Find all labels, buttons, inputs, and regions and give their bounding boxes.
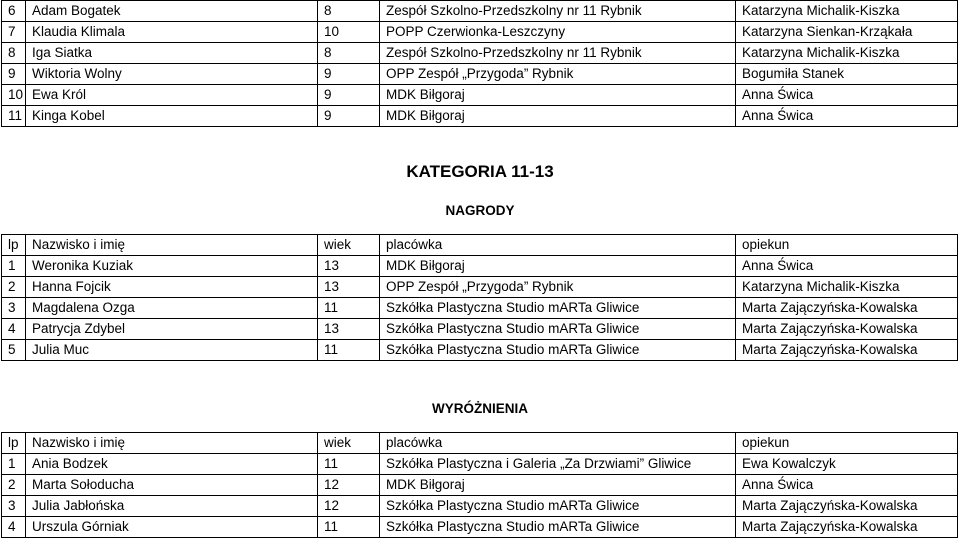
age-cell: 9 — [318, 106, 380, 127]
age-cell: 13 — [318, 256, 380, 277]
table-row — [2, 277, 958, 298]
column-header: placówka — [380, 433, 736, 454]
name-cell: Urszula Górniak — [26, 517, 318, 538]
institution-cell: Zespół Szkolno-Przedszkolny nr 11 Rybnik — [380, 43, 736, 64]
lp-cell: 1 — [2, 256, 26, 277]
name-cell: Magdalena Ozga — [26, 298, 318, 319]
name-cell: Iga Siatka — [26, 43, 318, 64]
lp-cell: 3 — [2, 496, 26, 517]
name-cell: Weronika Kuziak — [26, 256, 318, 277]
age-cell: 10 — [318, 22, 380, 43]
institution-cell: Szkółka Plastyczna i Galeria „Za Drzwiami” Gliwice — [380, 454, 736, 475]
lp-cell: 4 — [2, 319, 26, 340]
table-row — [2, 475, 958, 496]
table-row — [2, 22, 958, 43]
institution-cell: OPP Zespół „Przygoda” Rybnik — [380, 277, 736, 298]
column-header: lp — [2, 433, 26, 454]
institution-cell: Szkółka Plastyczna Studio mARTa Gliwice — [380, 517, 736, 538]
tutor-cell: Katarzyna Michalik-Kiszka — [736, 277, 958, 298]
name-cell: Ania Bodzek — [26, 454, 318, 475]
institution-cell: Szkółka Plastyczna Studio mARTa Gliwice — [380, 340, 736, 361]
tutor-cell: Anna Świca — [736, 256, 958, 277]
lp-cell: 10 — [2, 85, 26, 106]
name-cell: Wiktoria Wolny — [26, 64, 318, 85]
name-cell: Klaudia Klimala — [26, 22, 318, 43]
age-cell: 11 — [318, 454, 380, 475]
tutor-cell: Anna Świca — [736, 475, 958, 496]
table-row — [2, 454, 958, 475]
column-header: Nazwisko i imię — [26, 235, 318, 256]
table-row — [2, 517, 958, 538]
name-cell: Kinga Kobel — [26, 106, 318, 127]
column-header: Nazwisko i imię — [26, 433, 318, 454]
name-cell: Ewa Król — [26, 85, 318, 106]
tutor-cell: Marta Zajączyńska-Kowalska — [736, 319, 958, 340]
column-header: wiek — [318, 235, 380, 256]
age-cell: 13 — [318, 277, 380, 298]
tutor-cell: Marta Zajączyńska-Kowalska — [736, 496, 958, 517]
tutor-cell: Bogumiła Stanek — [736, 64, 958, 85]
lp-cell: 6 — [2, 1, 26, 22]
institution-cell: MDK Biłgoraj — [380, 106, 736, 127]
awards-section-title: NAGRODY — [445, 203, 515, 218]
lp-cell: 3 — [2, 298, 26, 319]
tutor-cell: Marta Zajączyńska-Kowalska — [736, 340, 958, 361]
tutor-cell: Anna Świca — [736, 85, 958, 106]
tutor-cell: Marta Zajączyńska-Kowalska — [736, 298, 958, 319]
table-row — [2, 496, 958, 517]
lp-cell: 7 — [2, 22, 26, 43]
column-header: lp — [2, 235, 26, 256]
tutor-cell: Katarzyna Michalik-Kiszka — [736, 1, 958, 22]
distinctions-table — [1, 432, 958, 538]
name-cell: Julia Muc — [26, 340, 318, 361]
institution-cell: Szkółka Plastyczna Studio mARTa Gliwice — [380, 319, 736, 340]
age-cell: 9 — [318, 64, 380, 85]
institution-cell: MDK Biłgoraj — [380, 85, 736, 106]
age-cell: 11 — [318, 340, 380, 361]
tutor-cell: Anna Świca — [736, 106, 958, 127]
age-cell: 8 — [318, 43, 380, 64]
column-header: placówka — [380, 235, 736, 256]
institution-cell: OPP Zespół „Przygoda” Rybnik — [380, 64, 736, 85]
tutor-cell: Katarzyna Michalik-Kiszka — [736, 43, 958, 64]
age-cell: 12 — [318, 475, 380, 496]
institution-cell: MDK Biłgoraj — [380, 475, 736, 496]
age-cell: 9 — [318, 85, 380, 106]
lp-cell: 5 — [2, 340, 26, 361]
institution-cell: Zespół Szkolno-Przedszkolny nr 11 Rybnik — [380, 1, 736, 22]
name-cell: Patrycja Zdybel — [26, 319, 318, 340]
lp-cell: 1 — [2, 454, 26, 475]
lp-cell: 2 — [2, 277, 26, 298]
age-cell: 13 — [318, 319, 380, 340]
awards-table — [1, 234, 958, 361]
table-row — [2, 106, 958, 127]
category-title: KATEGORIA 11-13 — [406, 162, 554, 181]
age-cell: 11 — [318, 298, 380, 319]
table-row — [2, 43, 958, 64]
name-cell: Hanna Fojcik — [26, 277, 318, 298]
institution-cell: Szkółka Plastyczna Studio mARTa Gliwice — [380, 298, 736, 319]
column-header: opiekun — [736, 433, 958, 454]
column-header: opiekun — [736, 235, 958, 256]
table-row — [2, 256, 958, 277]
institution-cell: Szkółka Plastyczna Studio mARTa Gliwice — [380, 496, 736, 517]
age-cell: 11 — [318, 517, 380, 538]
table-row — [2, 319, 958, 340]
institution-cell: MDK Biłgoraj — [380, 256, 736, 277]
tutor-cell: Marta Zajączyńska-Kowalska — [736, 517, 958, 538]
table-row — [2, 85, 958, 106]
table-row — [2, 298, 958, 319]
tutor-cell: Katarzyna Sienkan-Krząkała — [736, 22, 958, 43]
institution-cell: POPP Czerwionka-Leszczyny — [380, 22, 736, 43]
age-cell: 12 — [318, 496, 380, 517]
lp-cell: 4 — [2, 517, 26, 538]
header-row — [2, 235, 958, 256]
distinctions-section-title: WYRÓŻNIENIA — [432, 401, 528, 416]
lp-cell: 2 — [2, 475, 26, 496]
name-cell: Julia Jabłońska — [26, 496, 318, 517]
tutor-cell: Ewa Kowalczyk — [736, 454, 958, 475]
results-table-continued — [1, 0, 958, 127]
name-cell: Adam Bogatek — [26, 1, 318, 22]
name-cell: Marta Sołoducha — [26, 475, 318, 496]
lp-cell: 9 — [2, 64, 26, 85]
header-row — [2, 433, 958, 454]
age-cell: 8 — [318, 1, 380, 22]
table-row — [2, 64, 958, 85]
column-header: wiek — [318, 433, 380, 454]
table-row — [2, 340, 958, 361]
lp-cell: 8 — [2, 43, 26, 64]
lp-cell: 11 — [2, 106, 26, 127]
table-row — [2, 1, 958, 22]
